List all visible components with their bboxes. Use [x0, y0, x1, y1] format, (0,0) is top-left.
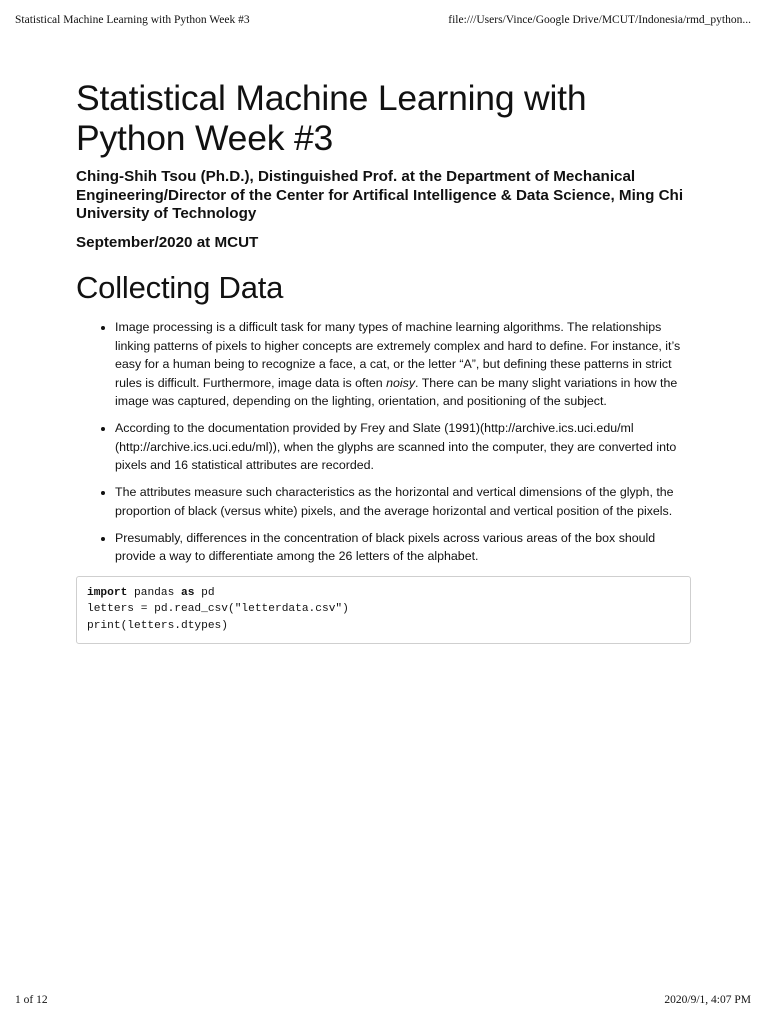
print-timestamp: 2020/9/1, 4:07 PM: [664, 994, 751, 1006]
date-line: September/2020 at MCUT: [76, 233, 259, 251]
bullet-item: • According to the documentation provided by Frey and Slate (1991)(http://archive.ics.uci.edu/ml (http://archive.ics.uci.edu/ml)), when the glyphs are scanned into the computer, they are converted into pixels and 16 statistical attributes are recorded.: [115, 419, 692, 475]
bullet-item: • Presumably, differences in the concentration of black pixels across various areas of the box should provide a way to differentiate among the 26 letters of the alphabet.: [115, 529, 692, 566]
print-footer: [15, 994, 751, 1006]
document-title: [76, 78, 692, 158]
code-text: pandas: [127, 586, 182, 599]
code-line: [87, 585, 680, 602]
bullet-emphasis: noisy: [386, 375, 416, 390]
print-header-url: file:///Users/Vince/Google Drive/MCUT/Indonesia/rmd_python...: [448, 14, 751, 26]
document-title-line2: Python Week #3: [76, 118, 334, 158]
code-line: letters = pd.read_csv("letterdata.csv"): [87, 603, 349, 615]
code-text: pd: [194, 586, 215, 599]
code-keyword: import: [87, 586, 128, 599]
document-title-line1: Statistical Machine Learning with: [76, 78, 587, 118]
bullet-item: [115, 318, 692, 411]
bullet-list: [76, 318, 692, 566]
document-body: [76, 78, 692, 644]
print-header-title: Statistical Machine Learning with Python Week #3: [15, 14, 250, 26]
section-title: Collecting Data: [76, 270, 284, 305]
print-header: [15, 14, 751, 26]
bullet-text: . There can be many slight variations in how the image was captured, depending on the lighting, orientation, and positioning of the subject.: [115, 375, 678, 408]
code-line: print(letters.dtypes): [87, 619, 228, 632]
author-line: Ching-Shih Tsou (Ph.D.), Distinguished Prof. at the Department of Mechanical Engineering/Director of the Center for Artifical Intelligence & Data Science, Ming Chi University of Technology: [76, 168, 684, 222]
bullet-text: Image processing is a difficult task for many types of machine learning algorithms. The relationships linking patterns of pixels to higher concepts are extremely complex and hard to define. For instance, it’s easy for a human being to recognize a face, a cat, or the letter “A”, but defining these patterns in strict rules is difficult. Furthermore, image data is often: [115, 320, 681, 390]
page-counter: 1 of 12: [15, 994, 48, 1006]
code-block: [76, 576, 691, 645]
code-keyword: as: [181, 586, 195, 599]
bullet-item: • The attributes measure such characteristics as the horizontal and vertical dimensions of the glyph, the proportion of black (versus white) pixels, and the average horizontal and vertical position of the pixels.: [115, 483, 692, 520]
